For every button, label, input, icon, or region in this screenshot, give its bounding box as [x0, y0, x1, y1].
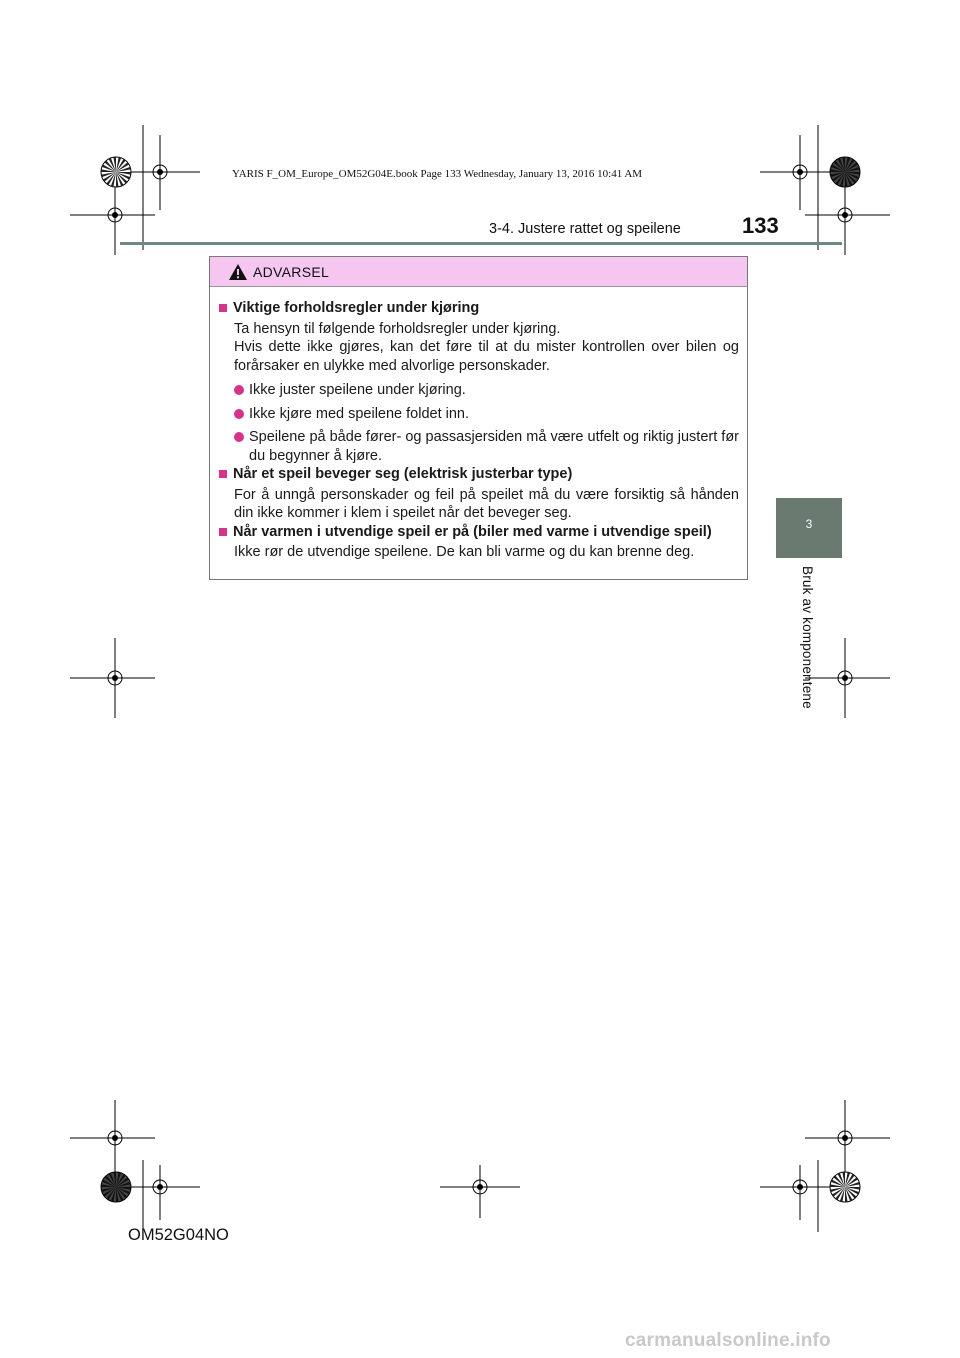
- section-heading: Viktige forholdsregler under kjøring: [233, 300, 480, 316]
- header-rule: [120, 242, 842, 245]
- chapter-number: 3: [805, 517, 813, 531]
- page-number: 133: [742, 213, 779, 238]
- round-bullet-icon: [234, 409, 244, 419]
- warning-triangle-icon: [228, 263, 248, 281]
- warning-box: [209, 256, 748, 580]
- rosette-top-left: [100, 156, 132, 188]
- rosette-top-right: [829, 156, 861, 188]
- warning-header: [210, 257, 747, 287]
- section-heading: Når et speil beveger seg (elektrisk justerbar type): [233, 466, 573, 482]
- warning-section: [218, 465, 739, 523]
- list-item: Speilene på både fører- og passasjersiden må være utfelt og riktig justert før du begynner å kjøre.: [218, 428, 739, 465]
- section-paragraph: Ta hensyn til følgende forholdsregler under kjøring.: [234, 320, 561, 337]
- warning-body: [210, 287, 747, 562]
- warning-title: ADVARSEL: [253, 263, 330, 280]
- chapter-label: Bruk av komponentene: [800, 566, 815, 709]
- round-bullet-icon: [234, 385, 244, 395]
- round-bullet-icon: [234, 432, 244, 442]
- section-title: 3-4. Justere rattet og speilene: [489, 221, 681, 237]
- section-paragraph: Ikke rør de utvendige speilene. De kan bli varme og du kan brenne deg.: [234, 544, 695, 560]
- square-bullet-icon: [219, 528, 227, 536]
- square-bullet-icon: [219, 470, 227, 478]
- section-paragraph: Hvis dette ikke gjøres, kan det føre til at du mister kontrollen over bilen og forårsaker en ulykke med alvorlige personskader.: [234, 339, 739, 374]
- watermark: carmanualsonline.info: [625, 1330, 831, 1351]
- list-item: Ikke juster speilene under kjøring.: [218, 381, 739, 400]
- warning-section: [218, 523, 739, 562]
- book-info: YARIS F_OM_Europe_OM52G04E.book Page 133 Wednesday, January 13, 2016 10:41 AM: [232, 168, 643, 180]
- rosette-bottom-left: [100, 1171, 132, 1203]
- section-heading: Når varmen i utvendige speil er på (biler med varme i utvendige speil): [233, 523, 712, 540]
- list-item: Ikke kjøre med speilene foldet inn.: [218, 405, 739, 424]
- document-code: OM52G04NO: [128, 1226, 229, 1244]
- registration-marks-top: [0, 0, 960, 300]
- rosette-bottom-right: [829, 1171, 861, 1203]
- warning-section: [218, 299, 739, 465]
- registration-marks-middle: [0, 620, 960, 740]
- section-paragraph: For å unngå personskader og feil på speilet må du være forsiktig så hånden din ikke kommer i klem i speilet når det beveger seg.: [234, 486, 739, 521]
- chapter-tab: [776, 498, 842, 558]
- square-bullet-icon: [219, 304, 227, 312]
